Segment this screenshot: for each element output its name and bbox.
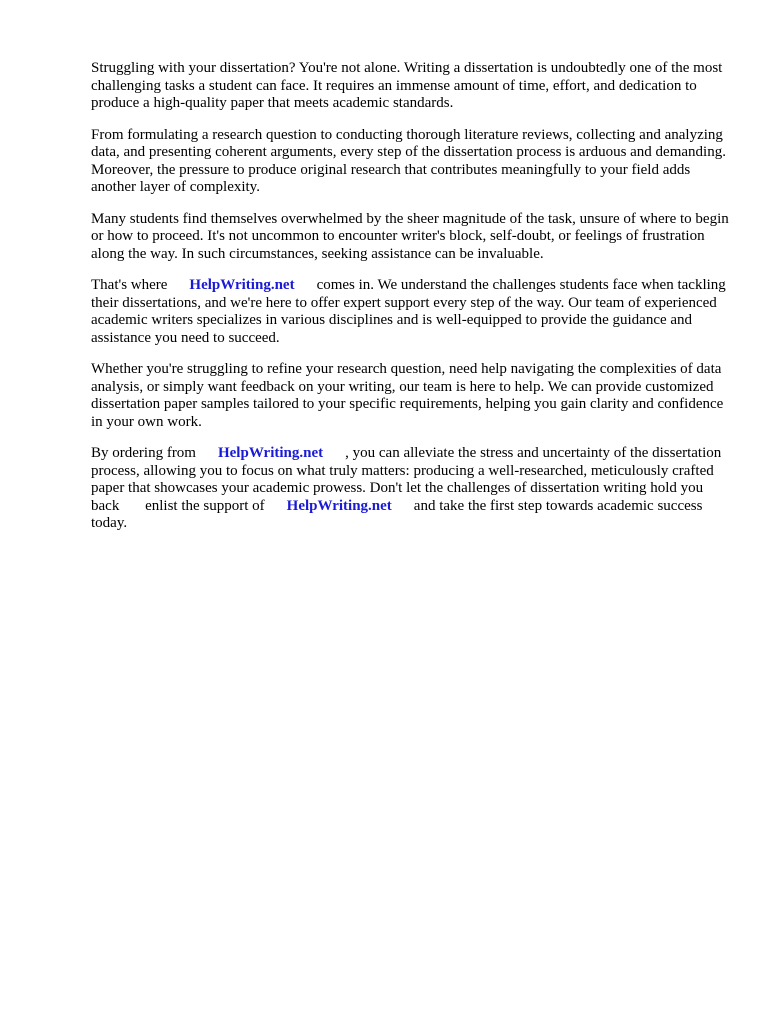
paragraph-ordering-closing: and take the first step towards academic success today. <box>91 497 703 531</box>
helpwriting-link-3[interactable]: HelpWriting.net <box>286 497 392 514</box>
paragraph-ordering-lead: By ordering from <box>91 445 196 461</box>
paragraph-process-text: From formulating a research question to conducting thorough literature reviews, collecting and analyzing data, and presenting coherent arguments, every step of the dissertation process is arduous and demanding. Moreover, the pressure to produce original research that contributes meaningfully to your field adds another layer of complexity. <box>91 126 726 195</box>
paragraph-intro <box>91 60 731 113</box>
paragraph-support <box>91 361 731 431</box>
helpwriting-link-1[interactable]: HelpWriting.net <box>189 277 295 293</box>
paragraph-ordering-text: , you can alleviate the stress and uncertainty of the dissertation process, allowing you to focus on what truly matters: producing a well-researched, meticulously crafted paper that showcases your academic prowess. Don't let the challenges of dissertation writing hold you back <box>91 445 722 514</box>
document-body <box>91 60 731 547</box>
paragraph-ordering-enlist: enlist the support of <box>145 497 265 514</box>
paragraph-overwhelmed-text: Many students find themselves overwhelmed by the sheer magnitude of the task, unsure of where to begin or how to proceed. It's not uncommon to encounter writer's block, self-doubt, or feelings of frustration along the way. In such circumstances, seeking assistance can be invaluable. <box>91 210 729 262</box>
paragraph-service-lead: That's where <box>91 277 168 293</box>
paragraph-support-text: Whether you're struggling to refine your research question, need help navigating the complexities of data analysis, or simply want feedback on your writing, our team is here to help. We can provide customized dissertation paper samples tailored to your specific requirements, helping you gain clarity and confidence in your own work. <box>91 361 724 430</box>
paragraph-process <box>91 127 731 197</box>
paragraph-intro-text: Struggling with your dissertation? You're not alone. Writing a dissertation is undoubtedly one of the most challenging tasks a student can face. It requires an immense amount of time, effort, and dedication to produce a high-quality paper that meets academic standards. <box>91 60 723 111</box>
paragraph-overwhelmed <box>91 211 731 264</box>
paragraph-ordering <box>91 445 731 533</box>
paragraph-service <box>91 277 731 347</box>
paragraph-service-text: comes in. We understand the challenges students face when tackling their dissertations, and we're here to offer expert support every step of the way. Our team of experienced academic writers specializes in various disciplines and is well-equipped to provide the guidance and assistance you need to succeed. <box>91 277 726 346</box>
helpwriting-link-2[interactable]: HelpWriting.net <box>217 445 324 461</box>
